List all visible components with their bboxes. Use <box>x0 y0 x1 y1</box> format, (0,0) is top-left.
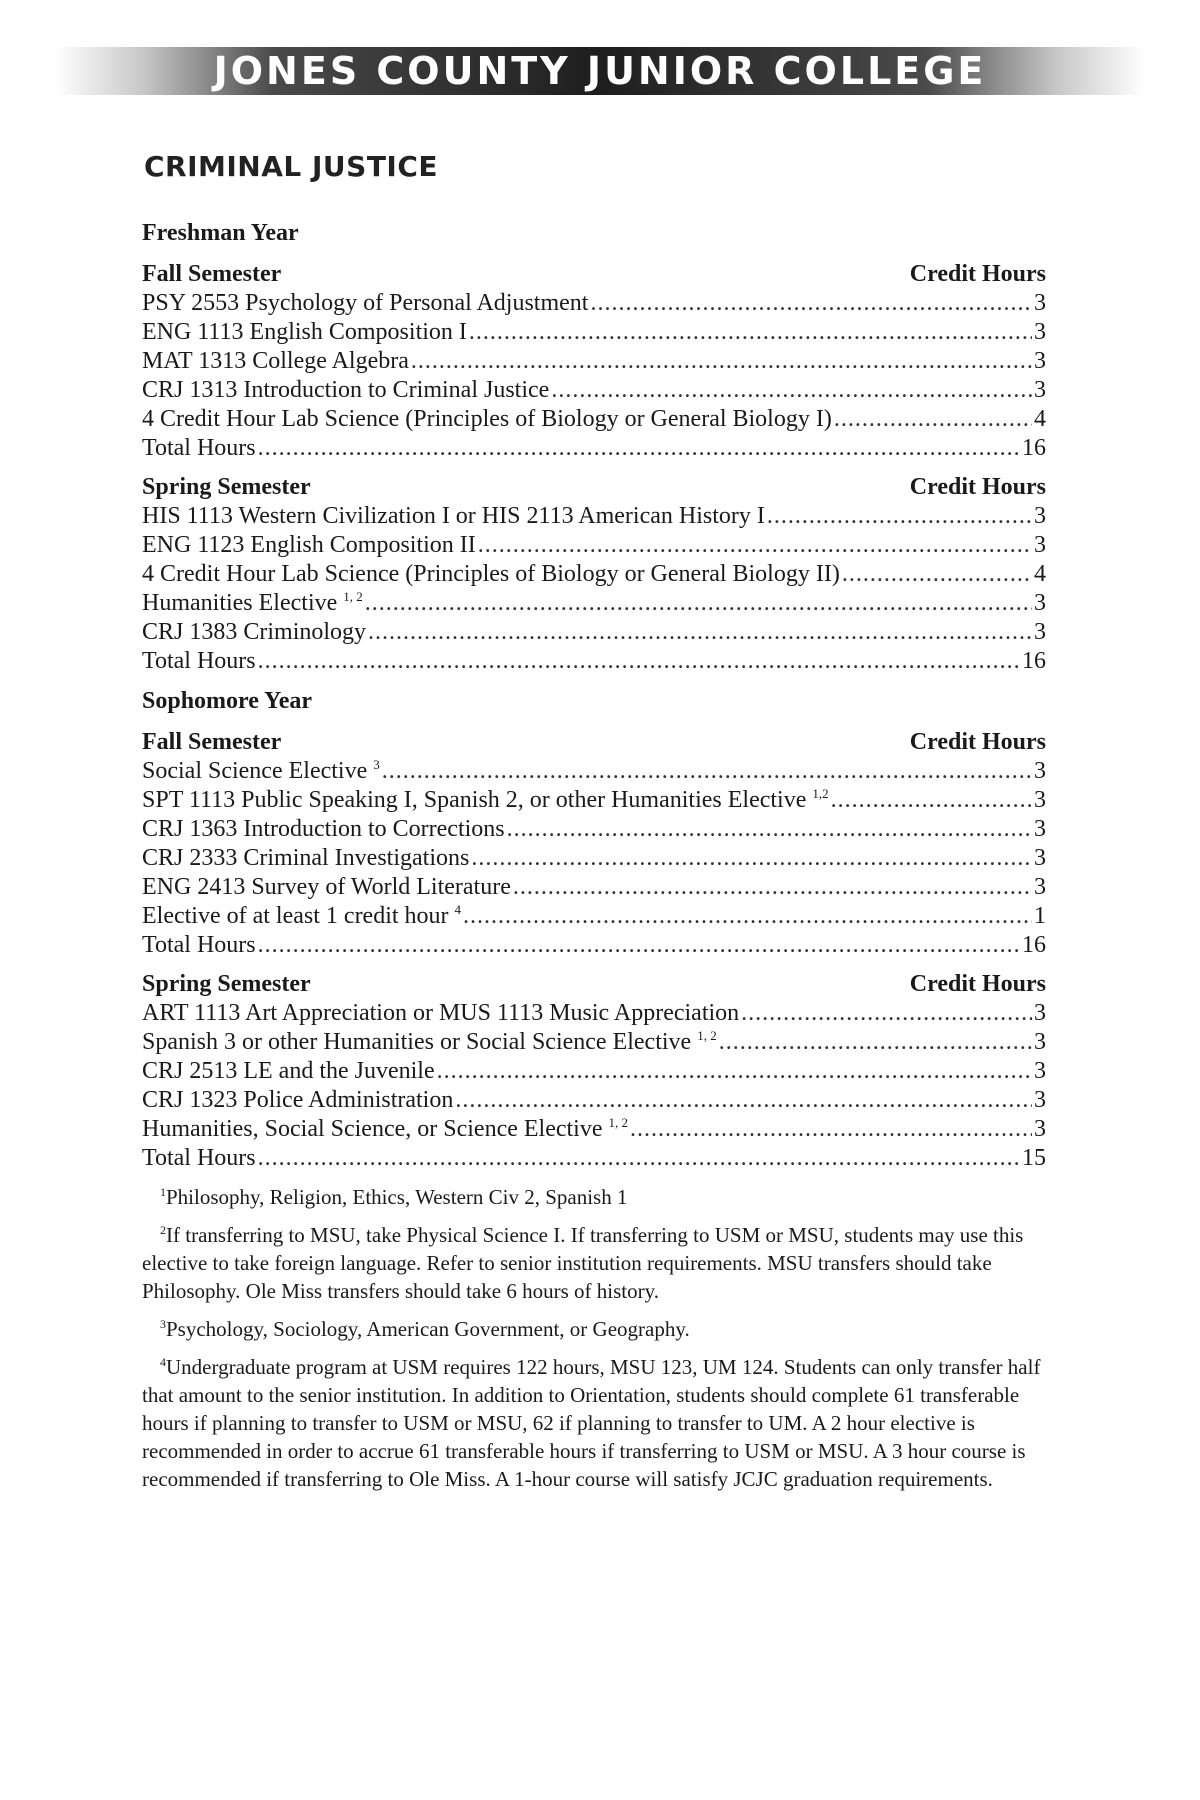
course-hours: 4 <box>1034 561 1046 587</box>
dot-leader <box>842 560 1032 589</box>
course-hours: 4 <box>1034 406 1046 432</box>
course-row <box>142 786 1046 815</box>
course-hours: 3 <box>1034 1058 1046 1084</box>
dot-leader <box>551 376 1032 405</box>
course-name: ENG 1123 English Composition II <box>142 532 476 558</box>
course-name-text: Elective of at least 1 credit hour <box>142 903 449 929</box>
dot-leader <box>258 647 1020 676</box>
course-row <box>142 1028 1046 1057</box>
footnotes <box>142 1183 1046 1493</box>
course-name: CRJ 1363 Introduction to Corrections <box>142 816 505 842</box>
course-name <box>142 757 380 786</box>
dot-leader <box>469 318 1032 347</box>
course-row <box>142 502 1046 531</box>
footnote-number: 4 <box>160 1355 166 1369</box>
course-name-text: Social Science Elective <box>142 758 368 784</box>
footnote-ref: 1, 2 <box>608 1115 628 1130</box>
course-row <box>142 618 1046 647</box>
dot-leader <box>258 434 1020 463</box>
course-row <box>142 531 1046 560</box>
total-hours-row <box>142 1144 1046 1173</box>
footnote-4 <box>142 1353 1046 1493</box>
semester-name: Spring Semester <box>142 971 311 997</box>
dot-leader <box>831 786 1032 815</box>
credit-hours-label: Credit Hours <box>909 971 1046 997</box>
dot-leader <box>463 902 1032 931</box>
course-hours: 3 <box>1034 816 1046 842</box>
dot-leader <box>630 1115 1032 1144</box>
course-name <box>142 902 461 931</box>
dot-leader <box>741 999 1032 1028</box>
year-heading-sophomore: Sophomore Year <box>142 688 312 714</box>
course-name: CRJ 1313 Introduction to Criminal Justice <box>142 377 550 403</box>
footnote-number: 1 <box>160 1185 166 1199</box>
semester-sophomore-fall <box>142 728 1046 960</box>
course-row <box>142 1057 1046 1086</box>
total-hours-label: Total Hours <box>142 1145 256 1171</box>
footnote-text: If transferring to MSU, take Physical Science I. If transferring to USM or MSU, students may use this elective to take foreign language. Refer to senior institution requirements. MSU transfers should take Philosophy. Ole Miss transfers should take 6 hours of history. <box>142 1223 1024 1303</box>
semester-name: Fall Semester <box>142 261 282 287</box>
course-name: ENG 2413 Survey of World Literature <box>142 874 511 900</box>
total-hours-label: Total Hours <box>142 648 256 674</box>
course-hours: 3 <box>1034 787 1046 813</box>
course-name: 4 Credit Hour Lab Science (Principles of Biology or General Biology II) <box>142 561 840 587</box>
total-hours-label: Total Hours <box>142 435 256 461</box>
course-hours: 3 <box>1034 590 1046 616</box>
course-name: CRJ 2513 LE and the Juvenile <box>142 1058 435 1084</box>
course-name <box>142 1028 717 1057</box>
total-hours-value: 16 <box>1022 435 1046 461</box>
course-row <box>142 376 1046 405</box>
course-row <box>142 902 1046 931</box>
course-name-text: Spanish 3 or other Humanities or Social Science Elective <box>142 1029 692 1055</box>
semester-header <box>142 970 1046 999</box>
course-name: ENG 1113 English Composition I <box>142 319 467 345</box>
footnote-3 <box>142 1315 1046 1343</box>
course-name: CRJ 1323 Police Administration <box>142 1087 454 1113</box>
course-hours: 3 <box>1034 348 1046 374</box>
dot-leader <box>258 931 1020 960</box>
course-hours: 3 <box>1034 845 1046 871</box>
footnote-text: Undergraduate program at USM requires 122 hours, MSU 123, UM 124. Students can only transfer half that amount to the senior institution. In addition to Orientation, students should complete 61 transferable hours if planning to transfer to USM or MSU, 62 if planning to transfer to UM. A 2 hour elective is recommended in order to accrue 61 transferable hours if transferring to USM or MSU. A 3 hour course is recommended if transferring to Ole Miss. A 1-hour course will satisfy JCJC graduation requirements. <box>142 1355 1041 1491</box>
dot-leader <box>507 815 1032 844</box>
college-banner <box>55 47 1145 95</box>
course-row <box>142 318 1046 347</box>
footnote-number: 3 <box>160 1317 166 1331</box>
semester-freshman-fall <box>142 260 1046 463</box>
course-row <box>142 873 1046 902</box>
dot-leader <box>513 873 1032 902</box>
course-hours: 3 <box>1034 377 1046 403</box>
course-hours: 3 <box>1034 1087 1046 1113</box>
course-row <box>142 589 1046 618</box>
course-row <box>142 1115 1046 1144</box>
course-hours: 3 <box>1034 290 1046 316</box>
curriculum <box>142 218 1046 1503</box>
course-hours: 3 <box>1034 874 1046 900</box>
total-hours-value: 16 <box>1022 932 1046 958</box>
total-hours-value: 15 <box>1022 1145 1046 1171</box>
dot-leader <box>719 1028 1032 1057</box>
course-name: CRJ 1383 Criminology <box>142 619 367 645</box>
footnote-ref: 1, 2 <box>697 1028 717 1043</box>
semester-name: Spring Semester <box>142 474 311 500</box>
dot-leader <box>455 1086 1032 1115</box>
dot-leader <box>590 289 1032 318</box>
course-name-text: Humanities, Social Science, or Science Elective <box>142 1116 603 1142</box>
course-name <box>142 1115 628 1144</box>
course-name: ART 1113 Art Appreciation or MUS 1113 Music Appreciation <box>142 1000 740 1026</box>
footnote-ref: 4 <box>454 902 462 917</box>
footnote-ref: 3 <box>373 757 380 772</box>
total-hours-label: Total Hours <box>142 932 256 958</box>
course-row <box>142 999 1046 1028</box>
course-row <box>142 560 1046 589</box>
semester-sophomore-spring <box>142 970 1046 1173</box>
program-title: CRIMINAL JUSTICE <box>144 150 439 183</box>
course-name: 4 Credit Hour Lab Science (Principles of Biology or General Biology I) <box>142 406 832 432</box>
course-row <box>142 1086 1046 1115</box>
semester-header <box>142 728 1046 757</box>
course-row <box>142 757 1046 786</box>
total-hours-value: 16 <box>1022 648 1046 674</box>
footnote-2 <box>142 1221 1046 1305</box>
semester-name: Fall Semester <box>142 729 282 755</box>
course-hours: 3 <box>1034 1116 1046 1142</box>
course-row <box>142 844 1046 873</box>
dot-leader <box>767 502 1032 531</box>
footnote-text: Philosophy, Religion, Ethics, Western Civ 2, Spanish 1 <box>166 1185 628 1209</box>
course-name: MAT 1313 College Algebra <box>142 348 409 374</box>
dot-leader <box>411 347 1032 376</box>
footnote-1 <box>142 1183 1046 1211</box>
course-hours: 3 <box>1034 532 1046 558</box>
course-name-text: SPT 1113 Public Speaking I, Spanish 2, or other Humanities Elective <box>142 787 807 813</box>
year-heading-freshman: Freshman Year <box>142 220 299 246</box>
dot-leader <box>437 1057 1032 1086</box>
course-hours: 3 <box>1034 758 1046 784</box>
course-name <box>142 786 829 815</box>
dot-leader <box>258 1144 1020 1173</box>
total-hours-row <box>142 647 1046 676</box>
course-name: CRJ 2333 Criminal Investigations <box>142 845 470 871</box>
dot-leader <box>478 531 1032 560</box>
course-hours: 3 <box>1034 319 1046 345</box>
credit-hours-label: Credit Hours <box>909 474 1046 500</box>
semester-header <box>142 473 1046 502</box>
dot-leader <box>368 618 1032 647</box>
course-row <box>142 405 1046 434</box>
total-hours-row <box>142 931 1046 960</box>
course-hours: 1 <box>1034 903 1046 929</box>
semester-header <box>142 260 1046 289</box>
dot-leader <box>834 405 1032 434</box>
college-name: JONES COUNTY JUNIOR COLLEGE <box>213 49 987 93</box>
dot-leader <box>471 844 1032 873</box>
course-hours: 3 <box>1034 1000 1046 1026</box>
credit-hours-label: Credit Hours <box>909 729 1046 755</box>
course-row <box>142 347 1046 376</box>
course-name <box>142 589 363 618</box>
dot-leader <box>365 589 1032 618</box>
footnote-number: 2 <box>160 1223 166 1237</box>
dot-leader <box>382 757 1032 786</box>
footnote-text: Psychology, Sociology, American Government, or Geography. <box>166 1317 690 1341</box>
course-hours: 3 <box>1034 619 1046 645</box>
course-hours: 3 <box>1034 503 1046 529</box>
course-row <box>142 815 1046 844</box>
course-hours: 3 <box>1034 1029 1046 1055</box>
course-name-text: Humanities Elective <box>142 590 338 616</box>
footnote-ref: 1,2 <box>812 786 829 801</box>
semester-freshman-spring <box>142 473 1046 676</box>
total-hours-row <box>142 434 1046 463</box>
footnote-ref: 1, 2 <box>343 589 363 604</box>
credit-hours-label: Credit Hours <box>909 261 1046 287</box>
course-name: PSY 2553 Psychology of Personal Adjustment <box>142 290 589 316</box>
course-name: HIS 1113 Western Civilization I or HIS 2113 American History I <box>142 503 765 529</box>
course-row <box>142 289 1046 318</box>
